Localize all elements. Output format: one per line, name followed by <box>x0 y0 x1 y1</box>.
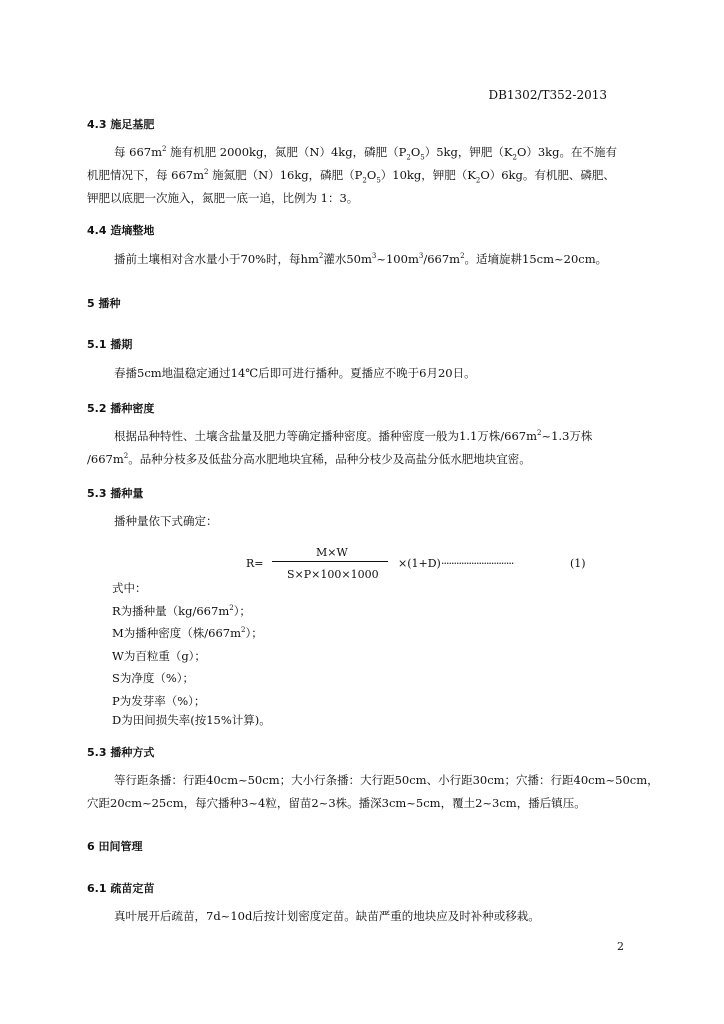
def-d: D为田间损失率(按15%计算)。 <box>112 713 271 727</box>
section-5-3-title: 5.3 播种量 <box>87 487 144 500</box>
def-r: R为播种量$(kg/667m^2)$； <box>112 604 251 618</box>
section-4-3-line-1: 每 $667m^2$ 施有机肥 2000kg，氮肥（N）4kg，磷肥$(P_2O_5)5kg$，钾肥$(K_2O)3kg$。在不施有 <box>114 145 618 162</box>
def-p: P为发芽率（%）； <box>112 694 206 708</box>
section-5-3b-title: 5.3 播种方式 <box>87 746 155 759</box>
section-6-1-line-1: 真叶展开后疏苗，7d~10d后按计划密度定苗。缺苗严重的地块应及时补种或移栽。 <box>114 909 540 923</box>
section-5-2-title: 5.2 播种密度 <box>87 402 155 415</box>
section-5-2-line-1: 根据品种特性、土壤含盐量及肥力等确定播种密度。播种密度一般为1.1万株$/667m^2\sim 1.3$万株 <box>114 429 593 443</box>
section-5-3b-line-2: 穴距20cm~25cm，每穴播种3~4粒，留苗2~3株。播深3cm~5cm，覆土2~3cm，播后镇压。 <box>87 796 586 810</box>
section-4-3-line-3: 钾肥以底肥一次施入，氮肥一底一追，比例为 1：3。 <box>87 191 359 205</box>
formula-equation-number: (1) <box>570 557 586 570</box>
def-m: M为播种密度（株$/667m^2$）； <box>112 626 263 640</box>
def-w: W为百粒重（g）； <box>112 649 206 663</box>
section-5-1-line-1: 春播5cm地温稳定通过14℃后即可进行播种。夏播应不晚于6月20日。 <box>114 366 476 380</box>
section-6-title: 6 田间管理 <box>87 840 143 853</box>
where-label: 式中： <box>112 581 147 595</box>
formula-tail: ×(1+D) <box>398 557 441 570</box>
section-4-3-line-2: 机肥情况下，每 $667m^2$ 施氮肥（N）16kg，磷肥$(P_2O_5)10kg$，钾肥$(K_2O)6kg$。有机肥、磷肥、 <box>87 168 615 185</box>
section-5-3-intro: 播种量依下式确定： <box>114 514 218 528</box>
formula-leader-dots: ····························· <box>441 557 514 570</box>
formula-numerator: M×W <box>316 546 348 559</box>
section-5-1-title: 5.1 播期 <box>87 338 133 351</box>
fraction-bar <box>272 561 388 562</box>
section-6-1-title: 6.1 疏苗定苗 <box>87 882 155 895</box>
section-5-2-line-2: $/667m^2$。品种分枝多及低盐分高水肥地块宜稀，品种分枝少及高盐分低水肥地块宜密。 <box>87 452 531 466</box>
formula-denominator: S×P×100×1000 <box>287 568 379 581</box>
section-4-3-title: 4.3 施足基肥 <box>87 118 155 131</box>
section-4-4-line-1: 播前土壤相对含水量小于70%时，每$hm^2$灌水$50m^3\sim 100m^3/667m^2$。适墒旋耕15cm~20cm。 <box>114 252 608 266</box>
section-5-3b-line-1: 等行距条播：行距40cm~50cm；大小行条播：大行距50cm、小行距30cm；穴播：行距40cm~50cm， <box>114 773 659 787</box>
def-s: S为净度（%）； <box>112 671 195 685</box>
formula-lhs: R= <box>246 557 264 570</box>
section-5-title: 5 播种 <box>87 297 121 310</box>
standard-id: DB1302/T352-2013 <box>488 88 607 102</box>
page-number: 2 <box>617 940 624 953</box>
section-4-4-title: 4.4 造墒整地 <box>87 224 155 237</box>
